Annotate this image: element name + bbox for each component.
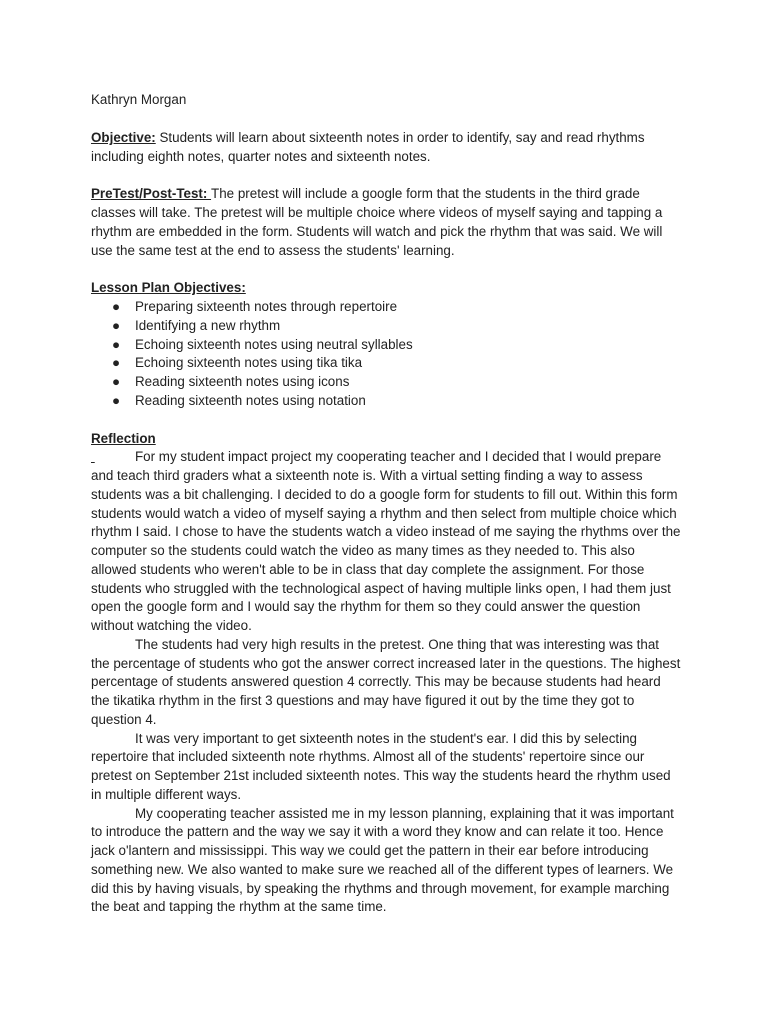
document-page: [91, 91, 681, 917]
blank-underline: [91, 448, 135, 467]
bullet-icon: ●: [112, 299, 121, 314]
reflection-text: For my student impact project my cooperating teacher and I decided that I would prepare and teach third graders what a sixteenth note is. With a virtual setting finding a way to assess students was a bit challenging. I decided to do a google form for students to fill out. Within this form students would watch a video of myself saying a rhythm and then select from multiple choice which rhythm I said. I chose to have the students watch a video instead of me saying the rhythms over the computer so the students could watch the video as many times as they needed to. This also allowed students who weren't able to be in class that day complete the assignment. For those students who struggled with the technological aspect of having multiple links open, I had them just open the google form and I would say the rhythm for them so they could answer the question without watching the video.: [91, 449, 681, 633]
reflection-body: [91, 448, 681, 917]
reflection-heading: Reflection: [91, 430, 156, 446]
reflection-paragraph: [91, 805, 681, 918]
list-item: [91, 336, 681, 355]
objective-label: Objective:: [91, 129, 156, 145]
objective-text: Students will learn about sixteenth notes in order to identify, say and read rhythms including eighth notes, quarter notes and sixteenth notes.: [91, 129, 645, 164]
pretest-paragraph: [91, 185, 681, 260]
list-item-text: Preparing sixteenth notes through repertoire: [135, 299, 398, 314]
pretest-label: PreTest/Post-Test:: [91, 186, 212, 202]
list-item-text: Identifying a new rhythm: [135, 317, 281, 333]
bullet-icon: ●: [112, 374, 121, 389]
reflection-text: The students had very high results in the pretest. One thing that was interesting was that the percentage of students who got the answer correct increased later in the questions. The highest percentage of students answered question 4 correctly. This may be because students had heard the tikatika rhythm in the first 3 questions and may have figured it out by the time they got to question 4.: [91, 636, 681, 727]
list-item-text: Reading sixteenth notes using icons: [135, 374, 350, 389]
list-item: [91, 373, 681, 392]
author-name: Kathryn Morgan: [91, 92, 187, 107]
bullet-icon: ●: [112, 392, 121, 408]
list-item: [91, 317, 681, 336]
list-item: [91, 354, 681, 373]
bullet-icon: ●: [112, 336, 121, 352]
list-item: [91, 298, 681, 317]
list-item-text: Reading sixteenth notes using notation: [135, 392, 366, 408]
lesson-objectives-list: [91, 298, 681, 411]
list-item-text: Echoing sixteenth notes using neutral syllables: [135, 336, 413, 352]
pretest-text: The pretest will include a google form that the students in the third grade classes will take. The pretest will be multiple choice where videos of myself saying and tapping a rhythm are embedded in the form. Students will watch and pick the rhythm that was said. We will use the same test at the end to assess the students' learning.: [91, 186, 663, 258]
bullet-icon: ●: [112, 317, 121, 333]
lesson-objectives-heading: Lesson Plan Objectives:: [91, 280, 246, 296]
bullet-icon: ●: [112, 355, 121, 371]
reflection-paragraph: [91, 636, 681, 730]
list-item-text: Echoing sixteenth notes using tika tika: [135, 355, 363, 371]
reflection-paragraph: [91, 730, 681, 805]
objective-paragraph: [91, 129, 681, 167]
reflection-text: It was very important to get sixteenth notes in the student's ear. I did this by selecting repertoire that included sixteenth note rhythms. Almost all of the students' repertoire since our pretest on September 21st included sixteenth notes. This way the students heard the rhythm used in multiple different ways.: [91, 730, 671, 802]
reflection-paragraph: [91, 448, 681, 636]
list-item: [91, 392, 681, 411]
reflection-text: My cooperating teacher assisted me in my lesson planning, explaining that it was important to introduce the pattern and the way we say it with a word they know and can relate it too. Hence jack o'lantern and mississippi. This way we could get the pattern in their ear before introducing something new. We also wanted to make sure we reached all of the different types of learners. We did this by having visuals, by speaking the rhythms and through movement, for example marching the beat and tapping the rhythm at the same time.: [91, 805, 674, 915]
